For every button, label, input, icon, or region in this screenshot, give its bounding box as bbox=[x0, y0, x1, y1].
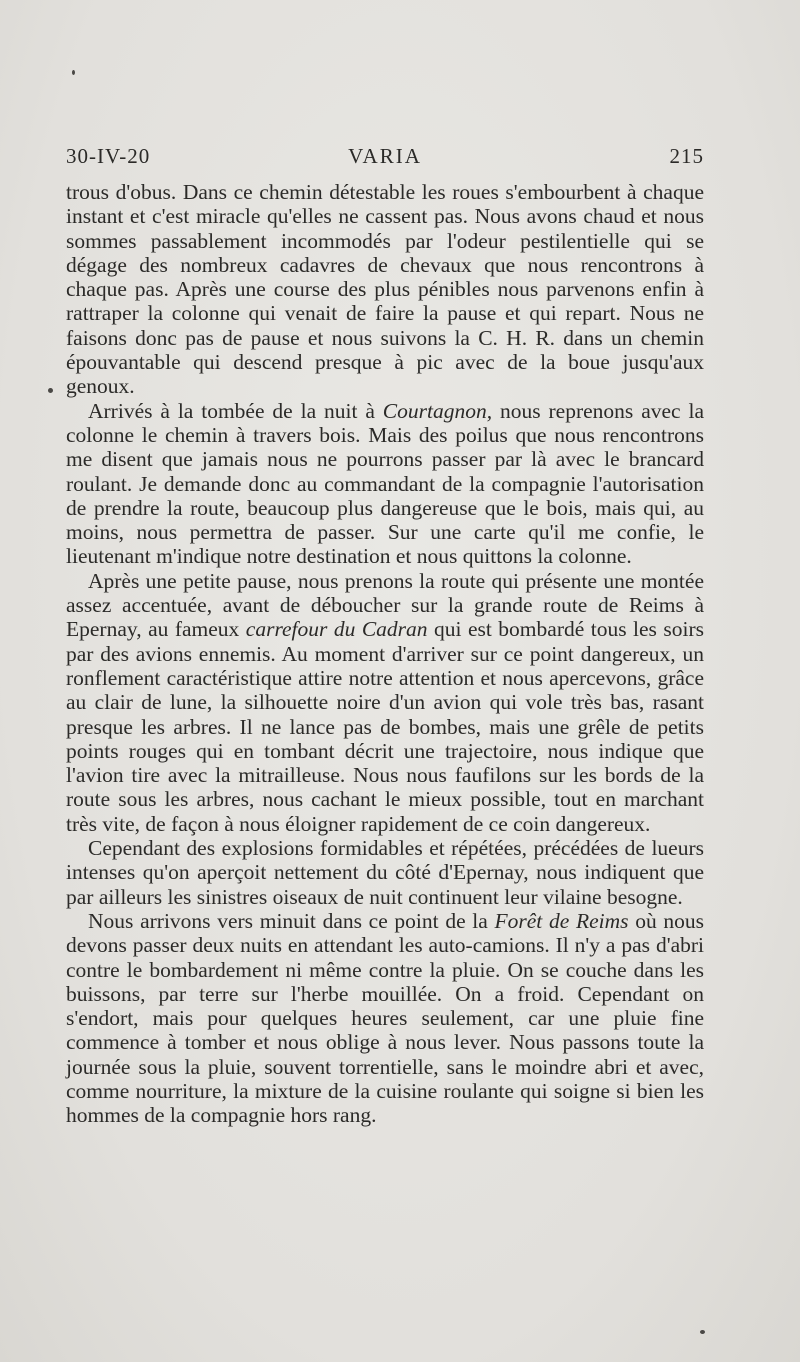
paper-speck bbox=[72, 70, 75, 75]
paragraph-2 bbox=[66, 399, 704, 569]
running-header bbox=[66, 144, 704, 176]
paragraph-5-text-b: où nous devons passer deux nuits en attendant les auto-camions. Il n'y a pas d'abri contre le bombardement ni même contre la pluie. On se couche dans les buissons, par terre sur l'herbe mouillée. On a froid. Cependant on s'endort, mais pour quelques heures seulement, car une pluie fine commence à tomber et nous oblige à nous lever. Nous passons toute la journée sous la pluie, souvent torrentielle, sans le moindre abri et avec, comme nourriture, la mixture de la cuisine roulante qui soigne si bien les hommes de la compagnie hors rang. bbox=[66, 908, 704, 1128]
paragraph-2-text-a: Arrivés à la tombée de la nuit à bbox=[88, 398, 383, 423]
place-name-carrefour: carrefour du Cadran bbox=[245, 617, 428, 642]
paragraph-2-text-b: nous reprenons avec la colonne le chemin à travers bois. Mais des poilus que nous rencontrons me disent que jamais nous ne pourrons passer par là avec le brancard roulant. Je demande donc au commandant de la compagnie l'autorisation de prendre la route, beaucoup plus dangereuse que le bois, mais qui, au moins, nous permettra de passer. Sur une carte qu'il me confie, le lieutenant m'indique notre destination et nous quittons la colonne. bbox=[66, 398, 704, 569]
place-name-foret: Forêt de Reims bbox=[494, 908, 629, 933]
place-name-courtagnon: Courtagnon, bbox=[382, 398, 493, 423]
paragraph-1: trous d'obus. Dans ce chemin détestable les roues s'embourbent à chaque instant et c'est miracle qu'elles ne cassent pas. Nous avons chaud et nous sommes passablement incommodés par l'odeur pestilentielle qui se dégage des nombreux cadavres de chevaux que nous rencontrons à chaque pas. Après une course des plus pénibles nous parvenons enfin à rattraper la colonne qui venait de faire la pause et qui repart. Nous ne faisons donc pas de pause et nous suivons la C. H. R. dans un chemin épouvantable qui descend presque à pic avec de la boue jusqu'aux genoux. bbox=[66, 180, 704, 399]
paper-speck bbox=[48, 388, 53, 393]
paragraph-4: Cependant des explosions formidables et répétées, précédées de lueurs intenses qu'on aperçoit nettement du côté d'Epernay, nous indiquent que par ailleurs les sinistres oiseaux de nuit continuent leur vilaine besogne. bbox=[66, 836, 704, 909]
paragraph-3-text-a: Après une petite pause, nous prenons la route qui présente une montée assez accentuée, avant de déboucher sur la grande route de Reims à Epernay, au fameux bbox=[66, 568, 704, 642]
page-body bbox=[66, 180, 704, 1128]
page-number: 215 bbox=[669, 144, 704, 168]
paragraph-3-text-b: qui est bombardé tous les soirs par des avions ennemis. Au moment d'arriver sur ce point dangereux, un ronflement caractéristique attire notre attention et nous apercevons, grâce au clair de lune, la silhouette noire d'un avion qui vole très bas, rasant presque les arbres. Il ne lance pas de bombes, mais une grêle de petits points rouges qui en tombant décrit une trajectoire, nous indique que l'avion tire avec la mitrailleuse. Nous nous faufilons sur les bords de la route sous les arbres, nous cachant le mieux possible, tout en marchant très vite, de façon à nous éloigner rapidement de ce coin dangereux. bbox=[66, 617, 705, 836]
header-date: 30-IV-20 bbox=[66, 144, 151, 168]
paragraph-3 bbox=[66, 569, 704, 836]
paper-speck bbox=[700, 1330, 705, 1334]
paragraph-5 bbox=[66, 909, 704, 1128]
header-title: VARIA bbox=[348, 144, 422, 168]
paragraph-5-text-a: Nous arrivons vers minuit dans ce point de la bbox=[88, 908, 495, 933]
